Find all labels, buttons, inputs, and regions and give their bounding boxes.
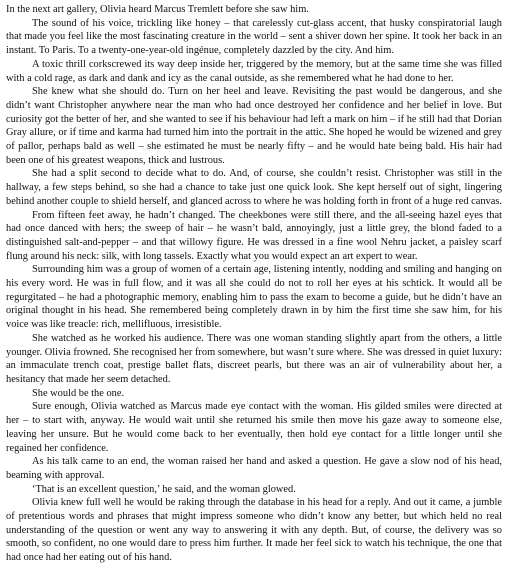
paragraph: The sound of his voice, trickling like honey – that carelessly cut-glass accent, that husky conspiratorial laugh that made you feel like the most fascinating creature in the world – sent a shiver down her spine. It took her back in an instant. To Paris. To a twenty-one-year-old ingénue, completely dazzled by the city. And him. — [6, 17, 502, 57]
paragraph: She watched as he worked his audience. There was one woman standing slightly apart from the others, a little younger. Olivia frowned. She recognised her from somewhere, but wasn’t sure where. She was dressed in quiet luxury: an immaculate trench coat, prestige ballet flats, discreet pearls, but there was an air of vulnerability about her, a hesitancy that made her seem detached. — [6, 332, 502, 385]
paragraph: In the next art gallery, Olivia heard Marcus Tremlett before she saw him. — [6, 4, 309, 15]
paragraph: As his talk came to an end, the woman raised her hand and asked a question. He gave a slow nod of his head, beaming with approval. — [6, 456, 502, 481]
paragraph: Sure enough, Olivia watched as Marcus made eye contact with the woman. His gilded smiles were directed at her – to start with, anyway. He would wait until she returned his smile then move his gaze away to someone else, leaving her unsure. But he would come back to her eventually, then hold eye contact for a little longer until she regained her confidence. — [6, 401, 502, 454]
paragraph: Surrounding him was a group of women of a certain age, listening intently, nodding and smiling and hanging on his every word. He was in full flow, and it was all she could do not to roll her eyes at his schtick. It would all be regurgitated – he had a photographic memory, enabling him to pass the exam to become a guide, but he didn’t have an original thought in his head. She remembered being completely drawn in by him the first time she saw him, for his voice was like treacle: rich, mellifluous, irresistible. — [6, 264, 502, 331]
paragraph: She would be the one. — [32, 387, 125, 399]
paragraph: Olivia knew full well he would be raking through the database in his head for a reply. And out it came, a jumble of pretentious words and phrases that might impress someone who didn’t know any better, but which held no real understanding of the question or went any way to answering it with any depth. But, of course, the delivery was so smooth, so confident, no one would dare to press him further. It made her feel sick to watch his technique, the one that had once had her eating out of his hand. — [6, 497, 502, 564]
paragraph: From fifteen feet away, he hadn’t changed. The cheekbones were still there, and the all-seeing hazel eyes that had once danced with hers; the sweep of hair – he wasn’t bald, annoyingly, just a little grey, the blond faded to a distinguished salt-and-pepper – and that willowy figure. He was dressed in a fine wool Nehru jacket, a paisley scarf flung around his neck: silk, with long tassels. Exactly what you would expect an art expert to wear. — [6, 209, 502, 262]
paragraph: ‘That is an excellent question,’ he said, and the woman glowed. — [32, 483, 296, 495]
paragraph: A toxic thrill corkscrewed its way deep inside her, triggered by the memory, but at the same time she was filled with a cold rage, as dark and dank and icy as the canal outside, as she remembered what he had done to her. — [6, 58, 502, 84]
paragraph: She knew what she should do. Turn on her heel and leave. Revisiting the past would be dangerous, and she didn’t want Christopher anywhere near the man who had once destroyed her confidence and her belief in love. But curiosity got the better of her, and she wanted to see if his behaviour had left a mark on him – if he still had that Dorian Gray allure, or if time and karma had turned him into the portrait in the attic. She hoped he would be wizened and grey of pallor, perhaps bald as well – she estimated he must be nearly fifty – and he would hate being bald. His hair had been one of his greatest weapons, thick and lustrous. — [6, 86, 502, 166]
paragraph: She had a split second to decide what to do. And, of course, she couldn’t resist. Christopher was still in the hallway, a few steps behind, so she had a chance to take just one quick look. She kept herself out of sight, lingering behind another couple to shield herself, and glanced across to where he was holding forth in front of a huge red canvas. — [6, 168, 502, 207]
